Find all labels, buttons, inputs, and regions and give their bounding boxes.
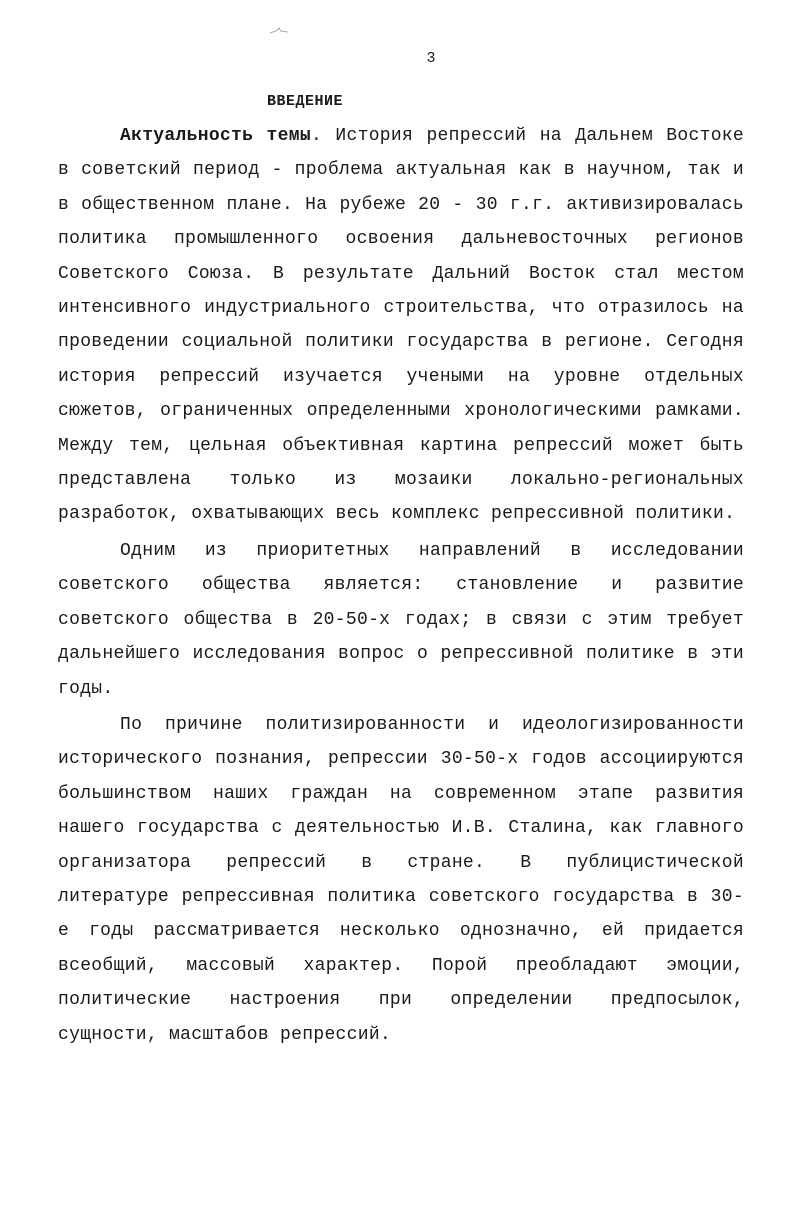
paragraph-text: Одним из приоритетных направлений в исследовании советского общества является: становление и развитие советского общества в 20-50-х годах; в связи с этим требует дальнейшего исследования вопрос о репрессивной политике в эти годы. [58,540,744,699]
paragraph-politicization [58,708,744,1052]
paragraph-text: По причине политизированности и идеологизированности исторического познания, репрессии 30-50-х годов ассоциируются большинством наших граждан на современном этапе развития нашего государства с деятельностью И.В. Сталина, как главного организатора репрессий в стране. В публицистической литературе репрессивная политика советского государства в 30-е годы рассматривается несколько однозначно, ей придается всеобщий, массовый характер. Порой преобладают эмоции, политические настроения при определении предпосылок, сущности, масштабов репрессий. [58,714,744,1045]
page-number: 3 [426,50,436,67]
body-text [58,119,744,1052]
paragraph-text: . История репрессий на Дальнем Востоке в советский период - проблема актуальная как в научном, так и в общественном плане. На рубеже 20 - 30 г.г. активизировалась политика промышленного освоения дальневосточных регионов Советского Союза. В результате Дальний Восток стал местом интенсивного индустриального строительства, что отразилось на проведении социальной политики государства в регионе. Сегодня история репрессий изучается учеными на уровне отдельных сюжетов, ограниченных определенными хронологическими рамками. Между тем, цельная объективная картина репрессий может быть представлена только из мозаики локально-региональных разработок, охватывающих весь комплекс репрессивной политики. [58,126,744,525]
section-heading: ВВЕДЕНИЕ [267,93,344,110]
scan-speck-mark [268,26,290,36]
paragraph-lead-term: Актуальность темы [120,126,311,146]
paragraph-relevance [58,119,744,532]
paragraph-priority-directions [58,534,744,706]
